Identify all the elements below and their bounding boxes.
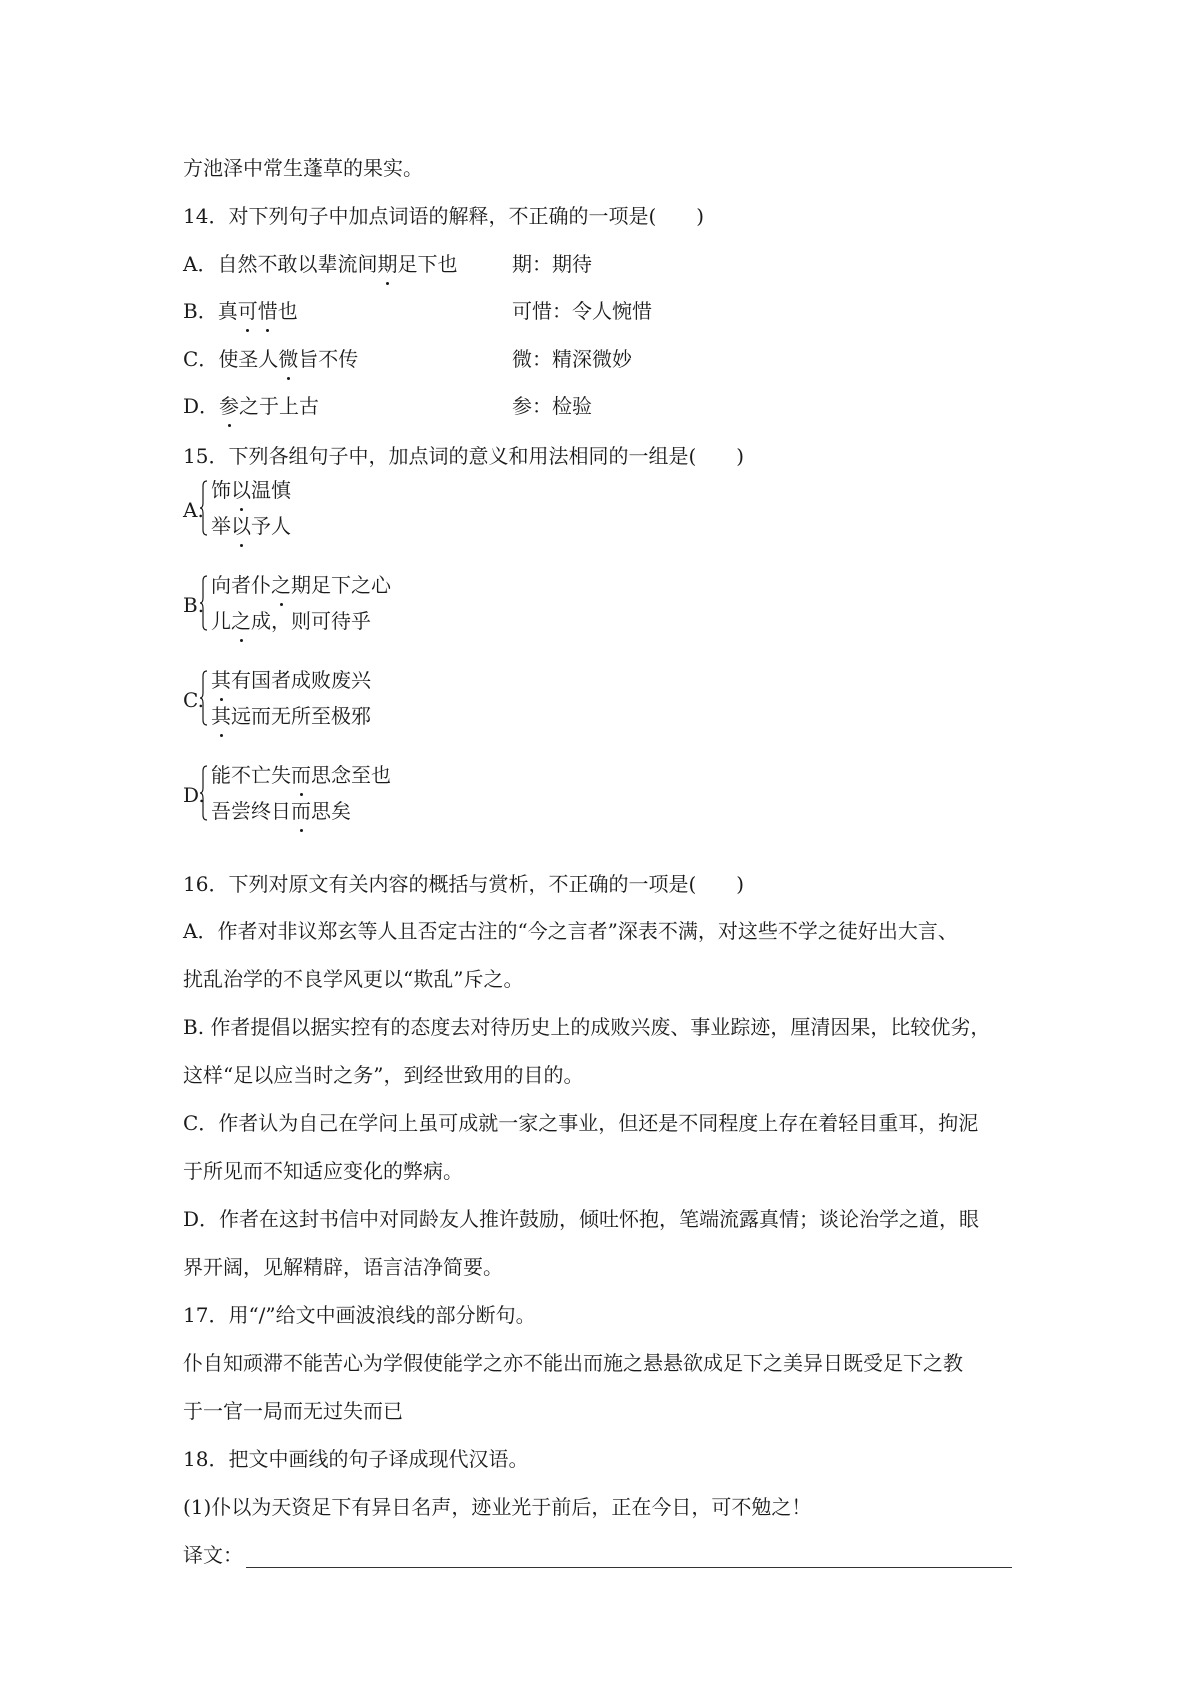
q18-sentence-1: (1)仆以为天资足下有异日名声，迹业光于前后，正在今日，可不勉之！ (183, 1495, 812, 1519)
option-letter: B. (183, 593, 205, 617)
q18-answer-label: 译文： (183, 1543, 243, 1567)
continuation-text: 方池泽中常生蓬草的果实。 (183, 156, 423, 180)
question-18-stem: 18．把文中画线的句子译成现代汉语。 (183, 1447, 529, 1471)
q16-option-d-line-2: 界开阔，见解精辟，语言洁净简要。 (183, 1255, 503, 1279)
q14-option-c-gloss: 微：精深微妙 (512, 347, 632, 371)
question-17-stem: 17．用“/”给文中画波浪线的部分断句。 (183, 1303, 536, 1327)
q16-option-c-line-1: C．作者认为自己在学问上虽可成就一家之事业，但还是不同程度上存在着轻目重耳，拘泥 (183, 1111, 979, 1135)
dotted-word: 微 (278, 347, 299, 371)
q14-option-a-gloss: 期：期待 (512, 252, 592, 276)
option-line-1: 向者仆之期足下之心 (211, 573, 391, 597)
q16-option-d-line-1: D．作者在这封书信中对同龄友人推许鼓励，倾吐怀抱，笔端流露真情；谈论治学之道，眼 (183, 1207, 980, 1231)
option-line-2: 吾尝终日而思矣 (211, 799, 351, 823)
dotted-word: 其 (211, 668, 231, 692)
dotted-word: 期 (377, 252, 398, 276)
question-14-stem: 14．对下列句子中加点词语的解释，不正确的一项是( ) (183, 204, 705, 228)
left-brace-icon (200, 480, 208, 536)
q14-option-b (183, 297, 298, 325)
question-15-stem: 15．下列各组句子中，加点词的意义和用法相同的一组是( ) (183, 444, 745, 468)
q14-option-d (183, 392, 319, 420)
option-letter: A． (183, 252, 218, 276)
option-letter: A. (183, 498, 204, 522)
q17-passage-line-2: 于一官一局而无过失而已 (183, 1399, 403, 1423)
option-text: 旨不传 (298, 347, 359, 371)
dotted-word: 之 (231, 609, 251, 633)
option-line-2: 儿之成，则可待乎 (211, 609, 371, 633)
option-letter: D. (183, 783, 205, 807)
dotted-word: 以 (231, 514, 251, 538)
option-letter: B． (183, 299, 218, 323)
dotted-word: 其 (211, 704, 231, 728)
question-16-stem: 16．下列对原文有关内容的概括与赏析，不正确的一项是( ) (183, 872, 745, 896)
q16-option-a-line-1: A．作者对非议郑玄等人且否定古注的“今之言者”深表不满，对这些不学之徒好出大言、 (183, 919, 958, 943)
q14-option-b-gloss: 可惜：令人惋惜 (512, 299, 652, 323)
dotted-word: 惜 (257, 299, 278, 323)
dotted-word: 以 (231, 478, 251, 502)
option-text: 足下也 (397, 252, 458, 276)
option-text: 使圣人 (218, 347, 279, 371)
dotted-word: 参 (219, 394, 240, 418)
dotted-word: 之 (271, 573, 291, 597)
q16-option-b-line-2: 这样“足以应当时之务”，到经世致用的目的。 (183, 1063, 584, 1087)
dotted-word: 而 (291, 799, 311, 823)
dotted-word: 可 (237, 299, 258, 323)
q16-option-b-line-1: B. 作者提倡以据实控有的态度去对待历史上的成败兴废、事业踪迹，厘清因果，比较优劣， (183, 1015, 991, 1039)
option-letter: C. (183, 688, 204, 712)
q14-option-a (183, 250, 457, 278)
option-line-1: 能不亡失而思念至也 (211, 763, 391, 787)
option-line-1: 其有国者成败废兴 (211, 668, 371, 692)
option-text: 真 (217, 299, 238, 323)
q14-option-c (183, 345, 358, 373)
dotted-word: 而 (291, 763, 311, 787)
option-line-2: 举以予人 (211, 514, 291, 538)
answer-blank-line[interactable] (246, 1567, 1012, 1568)
option-text: 之于上古 (239, 394, 320, 418)
option-letter: D． (183, 394, 220, 418)
option-line-2: 其远而无所至极邪 (211, 704, 371, 728)
option-text: 自然不敢以辈流间 (217, 252, 378, 276)
q16-option-c-line-2: 于所见而不知适应变化的弊病。 (183, 1159, 463, 1183)
q14-option-d-gloss: 参：检验 (512, 394, 592, 418)
option-text: 也 (277, 299, 298, 323)
q17-passage-line-1: 仆自知顽滞不能苦心为学假使能学之亦不能出而施之悬悬欲成足下之美异日既受足下之教 (183, 1351, 963, 1375)
left-brace-icon (200, 765, 208, 821)
q16-option-a-line-2: 扰乱治学的不良学风更以“欺乱”斥之。 (183, 967, 524, 991)
left-brace-icon (200, 670, 208, 726)
option-letter: C． (183, 347, 219, 371)
left-brace-icon (200, 575, 208, 631)
option-line-1: 饰以温慎 (211, 478, 291, 502)
